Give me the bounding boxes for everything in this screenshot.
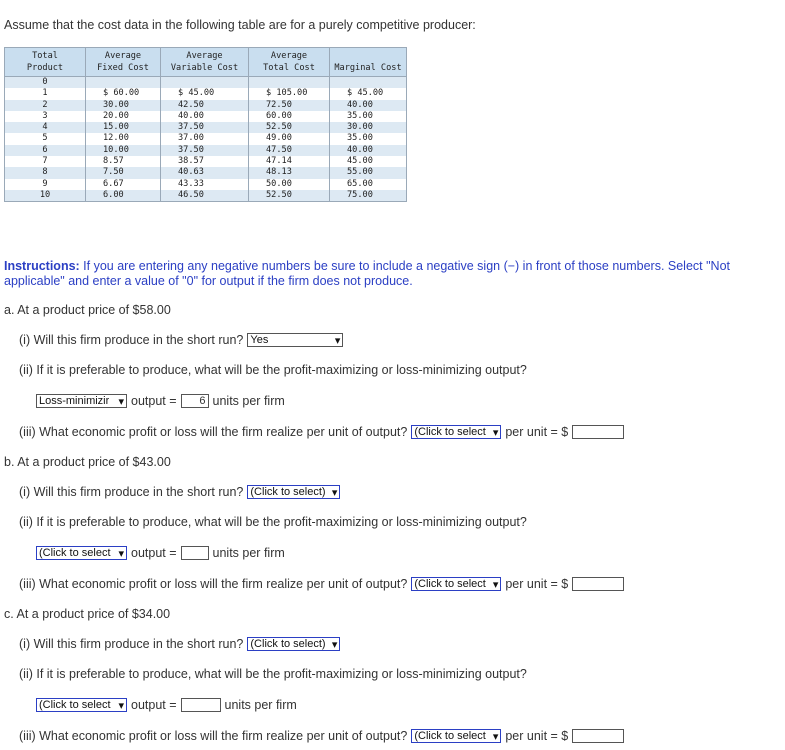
table-cell xyxy=(330,156,407,167)
table-cell: 7 xyxy=(5,156,86,167)
output-input-a[interactable]: 6 xyxy=(181,394,209,408)
cell-value: 55.00 xyxy=(347,167,373,178)
output-type-select-b-value: (Click to select xyxy=(39,547,111,559)
cell-value: 10.00 xyxy=(103,144,129,155)
table-cell xyxy=(86,111,161,122)
per-unit-label: per unit = $ xyxy=(505,729,569,743)
chevron-down-icon: ▾ xyxy=(331,486,338,499)
output-type-select-a[interactable] xyxy=(36,394,127,408)
part-b-q2: (ii) If it is preferable to produce, what will be the profit-maximizing or loss-minimizing output? xyxy=(19,515,527,529)
table-cell xyxy=(330,111,407,122)
table-cell xyxy=(330,122,407,133)
table-cell xyxy=(330,133,407,144)
part-a-output-row xyxy=(36,394,285,408)
chevron-down-icon: ▾ xyxy=(492,578,499,591)
table-row xyxy=(5,100,407,111)
table-cell: 0 xyxy=(5,77,86,89)
table-cell xyxy=(161,179,249,190)
cell-value: 40.00 xyxy=(347,99,373,110)
table-row xyxy=(5,122,407,133)
table-row xyxy=(5,145,407,156)
cell-value: 48.13 xyxy=(266,167,292,178)
cell-value: $ 45.00 xyxy=(347,88,384,99)
question-text: (iii) What economic profit or loss will the firm realize per unit of output? xyxy=(19,577,408,591)
cell-value: 8.57 xyxy=(103,156,124,167)
part-a-q2: (ii) If it is preferable to produce, what will be the profit-maximizing or loss-minimizing output? xyxy=(19,363,527,377)
cell-value: 37.50 xyxy=(178,122,204,133)
cell-value: 40.00 xyxy=(178,110,204,121)
table-cell: 1 xyxy=(5,88,86,99)
table-cell xyxy=(86,179,161,190)
chevron-down-icon: ▾ xyxy=(118,395,124,408)
cell-value: 20.00 xyxy=(103,110,129,121)
cell-value: 6.00 xyxy=(103,189,124,200)
chevron-down-icon: ▾ xyxy=(492,730,499,743)
cell-value: 12.00 xyxy=(103,133,129,144)
table-row xyxy=(5,179,407,190)
per-unit-input-b[interactable] xyxy=(572,577,624,591)
produce-select-a[interactable] xyxy=(247,333,343,347)
cell-value: 60.00 xyxy=(266,110,292,121)
chevron-down-icon: ▾ xyxy=(331,638,338,651)
table-cell xyxy=(161,100,249,111)
cell-value: 49.00 xyxy=(266,133,292,144)
per-unit-label: per unit = $ xyxy=(505,425,569,439)
table-cell xyxy=(86,122,161,133)
table-cell xyxy=(330,88,407,99)
instructions xyxy=(4,259,764,289)
produce-select-b[interactable] xyxy=(247,485,340,499)
table-cell xyxy=(161,122,249,133)
cell-value: 40.00 xyxy=(347,144,373,155)
part-a-q1 xyxy=(19,333,343,347)
table-row xyxy=(5,111,407,122)
part-a-q3 xyxy=(19,425,624,439)
table-cell xyxy=(249,145,330,156)
cell-value: 6.67 xyxy=(103,178,124,189)
header-marginal-cost xyxy=(330,48,407,77)
question-text: (i) Will this firm produce in the short run? xyxy=(19,637,244,651)
header-total-product xyxy=(5,48,86,77)
produce-select-a-value: Yes xyxy=(250,334,269,346)
part-b-q1 xyxy=(19,485,340,499)
cell-value: $ 45.00 xyxy=(178,88,215,99)
profit-select-c[interactable] xyxy=(411,729,501,743)
units-label: units per firm xyxy=(224,698,297,712)
cell-value: $ 105.00 xyxy=(266,88,308,99)
question-text: (iii) What economic profit or loss will the firm realize per unit of output? xyxy=(19,729,408,743)
chevron-down-icon: ▾ xyxy=(492,426,499,439)
chevron-down-icon: ▾ xyxy=(118,699,124,712)
table-cell xyxy=(86,145,161,156)
produce-select-b-value: (Click to select) xyxy=(250,486,326,498)
output-type-select-c-value: (Click to select xyxy=(39,699,111,711)
table-cell xyxy=(249,122,330,133)
table-cell xyxy=(249,133,330,144)
header-line: Total xyxy=(32,51,58,61)
output-label: output = xyxy=(131,394,177,408)
table-cell xyxy=(249,179,330,190)
cell-value: 65.00 xyxy=(347,178,373,189)
table-cell xyxy=(249,100,330,111)
header-avg-variable-cost xyxy=(161,48,249,77)
cell-value: 30.00 xyxy=(347,122,373,133)
part-c-q2: (ii) If it is preferable to produce, what will be the profit-maximizing or loss-minimizing output? xyxy=(19,667,527,681)
table-cell xyxy=(330,179,407,190)
part-c-q1 xyxy=(19,637,340,651)
cell-value: 37.00 xyxy=(178,133,204,144)
table-header-row xyxy=(5,48,407,77)
intro-text: Assume that the cost data in the following table are for a purely competitive producer: xyxy=(4,18,476,32)
question-text: (i) Will this firm produce in the short run? xyxy=(19,333,244,347)
cell-value: $ 60.00 xyxy=(103,88,140,99)
table-cell xyxy=(330,100,407,111)
table-row xyxy=(5,156,407,167)
cell-value: 35.00 xyxy=(347,110,373,121)
table-row xyxy=(5,133,407,144)
output-label: output = xyxy=(131,546,177,560)
table-cell xyxy=(249,77,330,89)
header-avg-fixed-cost xyxy=(86,48,161,77)
table-cell xyxy=(86,88,161,99)
output-type-select-b[interactable] xyxy=(36,546,127,560)
part-c-output-row xyxy=(36,698,297,712)
units-label: units per firm xyxy=(212,394,285,408)
table-cell xyxy=(249,156,330,167)
part-c-q3 xyxy=(19,729,624,743)
produce-select-c-value: (Click to select) xyxy=(250,638,326,650)
cell-value: 47.14 xyxy=(266,156,292,167)
produce-select-c[interactable] xyxy=(247,637,340,651)
cell-value: 72.50 xyxy=(266,99,292,110)
table-cell: 6 xyxy=(5,145,86,156)
table-cell: 9 xyxy=(5,179,86,190)
output-input-b[interactable] xyxy=(181,546,209,560)
table-cell: 2 xyxy=(5,100,86,111)
per-unit-input-c[interactable] xyxy=(572,729,624,743)
cost-table xyxy=(4,47,407,202)
output-type-select-c[interactable] xyxy=(36,698,127,712)
table-cell xyxy=(330,145,407,156)
table-cell xyxy=(161,145,249,156)
cell-value: 52.50 xyxy=(266,122,292,133)
profit-select-a[interactable] xyxy=(411,425,501,439)
chevron-down-icon: ▾ xyxy=(334,334,341,347)
table-cell xyxy=(249,111,330,122)
header-line: Product xyxy=(26,63,64,73)
part-c-title: c. At a product price of $34.00 xyxy=(4,607,171,621)
part-b-title: b. At a product price of $43.00 xyxy=(4,455,171,469)
table-row xyxy=(5,190,407,202)
cell-value: 46.50 xyxy=(178,189,204,200)
cell-value: 52.50 xyxy=(266,189,292,200)
table-cell xyxy=(161,111,249,122)
header-line: Marginal Cost xyxy=(334,63,402,73)
table-cell xyxy=(249,88,330,99)
cell-value: 40.63 xyxy=(178,167,204,178)
cell-value: 37.50 xyxy=(178,144,204,155)
part-b-q3 xyxy=(19,577,624,591)
table-cell xyxy=(86,77,161,89)
units-label: units per firm xyxy=(212,546,285,560)
output-input-c[interactable] xyxy=(181,698,221,712)
table-cell xyxy=(86,156,161,167)
cell-value: 30.00 xyxy=(103,99,129,110)
output-label: output = xyxy=(131,698,177,712)
table-row xyxy=(5,88,407,99)
table-cell xyxy=(161,77,249,89)
cell-value: 42.50 xyxy=(178,99,204,110)
table-cell: 3 xyxy=(5,111,86,122)
part-a-title: a. At a product price of $58.00 xyxy=(4,303,171,317)
table-cell xyxy=(161,190,249,202)
header-line: Average xyxy=(186,51,223,61)
table-cell xyxy=(330,190,407,202)
table-cell: 10 xyxy=(5,190,86,202)
table-cell xyxy=(249,167,330,178)
output-type-select-a-value: Loss-minimizir xyxy=(39,395,110,407)
cell-value: 50.00 xyxy=(266,178,292,189)
per-unit-label: per unit = $ xyxy=(505,577,569,591)
table-cell: 4 xyxy=(5,122,86,133)
table-cell: 8 xyxy=(5,167,86,178)
table-cell xyxy=(86,190,161,202)
question-text: (iii) What economic profit or loss will the firm realize per unit of output? xyxy=(19,425,408,439)
header-line: Variable Cost xyxy=(170,63,239,73)
cell-value: 15.00 xyxy=(103,122,129,133)
table-row xyxy=(5,77,407,89)
cell-value: 7.50 xyxy=(103,167,124,178)
table-cell xyxy=(86,100,161,111)
cell-value: 75.00 xyxy=(347,189,373,200)
table-row xyxy=(5,167,407,178)
profit-select-c-value: (Click to select xyxy=(414,730,486,742)
cell-value: 47.50 xyxy=(266,144,292,155)
cell-value: 45.00 xyxy=(347,156,373,167)
table-cell xyxy=(249,190,330,202)
cell-value: 43.33 xyxy=(178,178,204,189)
table-cell xyxy=(161,156,249,167)
part-b-output-row xyxy=(36,546,285,560)
instructions-label: Instructions: xyxy=(4,259,80,273)
table-cell xyxy=(86,133,161,144)
header-line: Fixed Cost xyxy=(97,63,149,73)
cell-value: 38.57 xyxy=(178,156,204,167)
header-line: Average xyxy=(104,51,142,61)
instructions-text: If you are entering any negative numbers be sure to include a negative sign (−) in front of those numbers. Select "Not applicable" and enter a value of "0" for output if the firm does not produce. xyxy=(4,259,730,288)
cell-value: 35.00 xyxy=(347,133,373,144)
profit-select-a-value: (Click to select xyxy=(414,426,486,438)
table-cell xyxy=(161,167,249,178)
table-cell: 5 xyxy=(5,133,86,144)
per-unit-input-a[interactable] xyxy=(572,425,624,439)
table-cell xyxy=(161,133,249,144)
profit-select-b-value: (Click to select xyxy=(414,578,486,590)
question-text: (i) Will this firm produce in the short run? xyxy=(19,485,244,499)
chevron-down-icon: ▾ xyxy=(118,547,124,560)
header-avg-total-cost xyxy=(249,48,330,77)
table-cell xyxy=(161,88,249,99)
header-line: Total Cost xyxy=(263,63,315,73)
header-line: Average xyxy=(270,51,308,61)
table-cell xyxy=(86,167,161,178)
table-cell xyxy=(330,167,407,178)
table-cell xyxy=(330,77,407,89)
profit-select-b[interactable] xyxy=(411,577,501,591)
